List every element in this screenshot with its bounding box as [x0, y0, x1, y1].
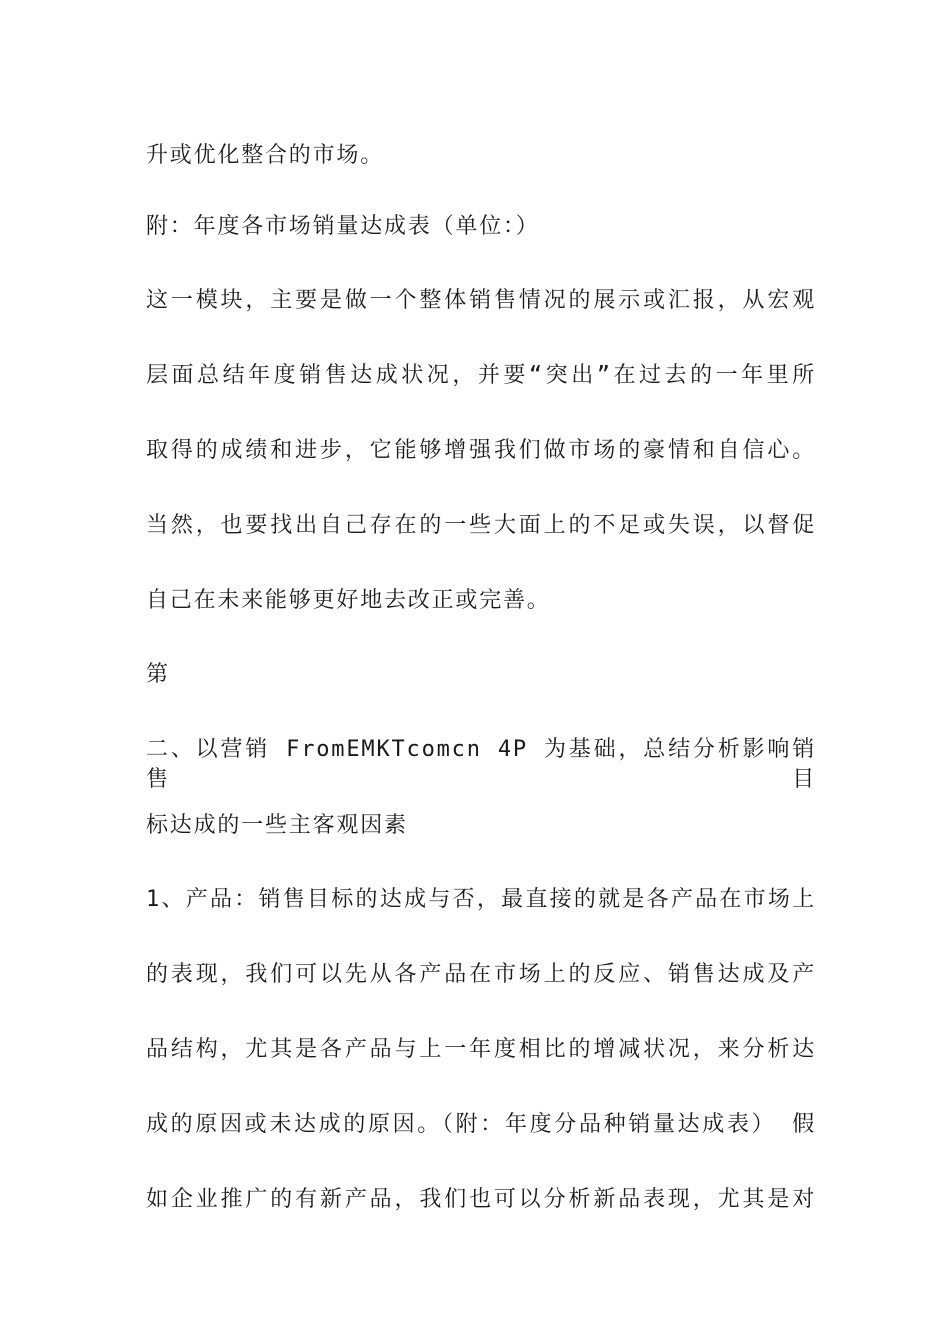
text-line: 当然，也要找出自己存在的一些大面上的不足或失误，以督促	[146, 513, 816, 538]
text-line: 的表现，我们可以先从各产品在市场上的反应、销售达成及产	[146, 962, 816, 987]
text-line: 品结构，尤其是各产品与上一年度相比的增减状况，来分析达	[146, 1037, 816, 1062]
text-line: 1、产品：销售目标的达成与否，最直接的就是各产品在市场上	[146, 887, 816, 912]
text-line: 这一模块，主要是做一个整体销售情况的展示或汇报，从宏观	[146, 288, 816, 313]
text-line: 升或优化整合的市场。	[146, 143, 385, 168]
text-line: 自己在未来能够更好地去改正或完善。	[146, 588, 551, 613]
text-line: 层面总结年度销售达成状况，并要“突出”在过去的一年里所	[146, 363, 816, 388]
section-heading: 二、以营销 FromEMKTcomcn 4P 为基础，总结分析影响销售目	[146, 737, 816, 792]
text-line: 取得的成绩和进步，它能够增强我们做市场的豪情和自信心。	[146, 438, 816, 463]
text-line: 第	[146, 662, 170, 687]
text-line: 成的原因或未达成的原因。（附：年度分品种销量达成表） 假	[146, 1112, 816, 1137]
section-heading: 标达成的一些主客观因素	[146, 813, 408, 838]
text-line: 如企业推广的有新产品，我们也可以分析新品表现，尤其是对	[146, 1187, 816, 1212]
text-line: 附：年度各市场销量达成表（单位：）	[146, 214, 540, 239]
